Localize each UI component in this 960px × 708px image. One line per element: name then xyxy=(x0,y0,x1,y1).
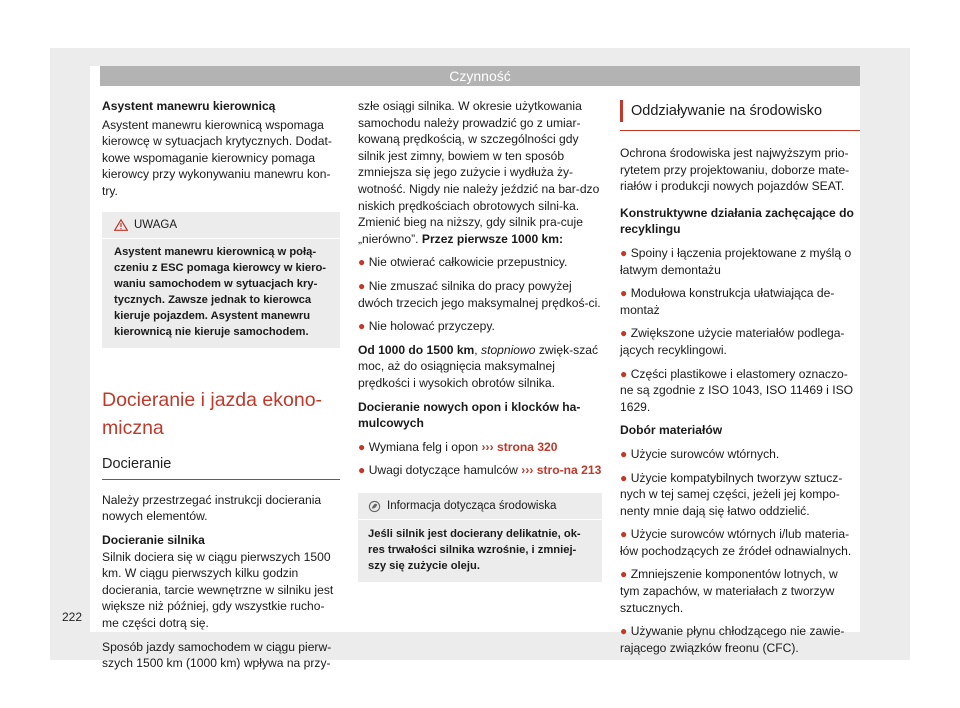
bullet-icon: ● xyxy=(358,439,366,454)
list-item-text: Części plastikowe i elastomery oznaczo-ne są zgodnie z ISO 1043, ISO 11469 i ISO 1629. xyxy=(620,366,854,414)
bullet-icon: ● xyxy=(358,319,366,334)
arrow-icon: ››› xyxy=(521,463,534,478)
list-item-text: Zmniejszenie komponentów lotnych, w tym zapachów, w materiałach z tworzyw sztucznych. xyxy=(620,567,838,615)
list-item-text: Uwagi dotyczące hamulców xyxy=(368,463,518,478)
list-item xyxy=(620,446,860,463)
warning-label: UWAGA xyxy=(134,218,178,231)
bullet-icon: ● xyxy=(620,366,628,381)
list-item xyxy=(620,245,860,278)
info-label: Informacja dotycząca środowiska xyxy=(387,499,557,512)
list-item-text: Nie zmuszać silnika do pracy powyżej dwóch trzecich jego maksymalnej prędkoś-ci. xyxy=(358,278,601,310)
bullet-icon: ● xyxy=(620,567,628,582)
list-item xyxy=(358,278,602,311)
paragraph: Sposób jazdy samochodem w ciągu pierw-szych 1500 km (1000 km) wpływa na przy- xyxy=(102,639,332,671)
list-item-text: Nie otwierać całkowicie przepustnicy. xyxy=(368,255,568,270)
section-marker xyxy=(620,100,623,122)
warning-box xyxy=(102,212,340,349)
bullet-icon: ● xyxy=(358,255,366,270)
paragraph: Silnik dociera się w ciągu pierwszych 1500 km. W ciągu pierwszych kilku godzin docierania, tarcie wewnętrzne w silniku jest większe niż później, gdy wszystkie rucho-me części dotrą się. xyxy=(102,549,334,630)
bullet-icon: ● xyxy=(620,470,628,485)
heading-recycling: Konstruktywne działania zachęcające do recyklingu xyxy=(620,205,854,237)
list-item-text: Użycie kompatybilnych tworzyw sztucz-nych w tej samej części, jeżeli jej kompo-nenty mnie dają się łatwo oddzielić. xyxy=(620,470,843,518)
list-item xyxy=(620,366,860,416)
list-item-text: Wymiana felg i opon xyxy=(368,439,479,454)
bold-text: Od 1000 do 1500 km xyxy=(358,342,475,357)
bullet-icon: ● xyxy=(620,326,628,341)
list-item xyxy=(358,318,602,335)
list-item-text: Użycie surowców wtórnych. xyxy=(630,446,780,461)
heading-engine-break-in: Docieranie silnika xyxy=(102,532,205,547)
paragraph: Asystent manewru kierownicą wspomaga kierowcę w sytuacjach krytycznych. Dodat-kowe wspomaganie kierownicy pomaga kierowcy przy wykonywaniu manewru kon-try. xyxy=(102,117,332,198)
column-3 xyxy=(620,98,860,663)
list-item-text: Nie holować przyczepy. xyxy=(368,319,495,334)
paragraph: Należy przestrzegać instrukcji docierania nowych elementów. xyxy=(102,492,322,524)
list-item-text: Użycie surowców wtórnych i/lub materia-łów pochodzących ze źródeł odnawialnych. xyxy=(620,527,852,558)
bullet-icon: ● xyxy=(620,527,628,542)
leaf-icon xyxy=(368,500,381,513)
heading-tyres-brakes: Docieranie nowych opon i klocków ha-mulcowych xyxy=(358,399,581,431)
list-item xyxy=(620,526,860,559)
section-title xyxy=(620,98,860,131)
list-item xyxy=(620,470,860,520)
warning-text: Asystent manewru kierownicą w połą-czeniu z ESC pomaga kierowcy w kiero-waniu samochodem w sytuacjach kry-tycznych. Zawsze jednak to kierowca kieruje pojazdem. Asystent manewru kierownicą nie kieruje samochodem. xyxy=(114,246,327,339)
page-reference-link[interactable]: stro-na 213 xyxy=(536,463,602,478)
warning-header xyxy=(102,212,340,240)
italic-text: stopniowo xyxy=(481,342,536,357)
heading-materials: Dobór materiałów xyxy=(620,423,723,438)
bullet-icon: ● xyxy=(620,286,628,301)
text: szłe osiągi silnika. W okresie użytkowania samochodu należy prowadzić go z umiar-kowaną prędkością, w szczególności gdy silnik jest zimny, bowiem w ten sposób zmniejsza się jego zużycie i wydłuża ży-wotność. Nigdy nie należy jeździć na bar-dzo niskich prędkościach obrotowych silni-ka. Zmienić bieg na niższy, gdy silnik pra-cuje „nierówno”. xyxy=(358,99,600,246)
list-item xyxy=(358,254,602,271)
paragraph: Od 1000 do 1500 km, stopniowo zwięk-szać moc, aż do osiągnięcia maksymalnej prędkości i wysokich obrotów silnika. xyxy=(358,342,599,390)
list-item-text: Używanie płynu chłodzącego nie zawie-rającego związków freonu (CFC). xyxy=(620,624,845,655)
info-header xyxy=(358,493,602,521)
bullet-icon: ● xyxy=(358,278,366,293)
paragraph xyxy=(358,98,602,247)
info-text: Jeśli silnik jest docierany delikatnie, ok-res trwałości silnika wzrośnie, i zmniej-szy się zużycie oleju. xyxy=(368,528,581,573)
list-item xyxy=(620,623,860,656)
list-item xyxy=(358,439,602,456)
bold-text: Przez pierwsze 1000 km: xyxy=(421,231,564,246)
page-reference-link[interactable]: strona 320 xyxy=(497,439,558,454)
list-item-text: Zwiększone użycie materiałów podlega-jących recyklingowi. xyxy=(620,326,845,357)
list-item xyxy=(620,285,860,318)
list-item xyxy=(620,325,860,358)
bullet-icon: ● xyxy=(620,446,628,461)
subsection-title: Docieranie xyxy=(102,456,340,480)
page-number: 222 xyxy=(62,610,83,624)
section-title-text: Oddziaływanie na środowisko xyxy=(631,102,823,119)
bullet-icon: ● xyxy=(620,624,628,639)
text: zwięk-szać moc, aż do osiągnięcia maksymalnej prędkości i wysokich obrotów silnika. xyxy=(358,342,599,390)
list-item-text: Spoiny i łączenia projektowane z myślą o łatwym demontażu xyxy=(620,245,852,277)
bullet-icon: ● xyxy=(358,463,366,478)
page-header: Czynność xyxy=(100,66,860,86)
arrow-icon: ››› xyxy=(481,439,494,454)
heading-steering-assist: Asystent manewru kierownicą xyxy=(102,99,276,113)
paragraph: Ochrona środowiska jest najwyższym prio-rytetem przy projektowaniu, doborze mate-riałów i produkcji nowych pojazdów SEAT. xyxy=(620,146,850,194)
column-1 xyxy=(102,98,340,679)
bullet-icon: ● xyxy=(620,245,628,260)
list-item xyxy=(620,566,860,616)
list-item xyxy=(358,462,602,479)
chapter-title: Docieranie i jazda ekono-miczna xyxy=(102,389,323,440)
list-item-text: Modułowa konstrukcja ułatwiająca de-montaż xyxy=(620,286,835,317)
warning-triangle-icon xyxy=(114,219,128,231)
column-2 xyxy=(358,98,602,582)
environment-info-box xyxy=(358,493,602,583)
